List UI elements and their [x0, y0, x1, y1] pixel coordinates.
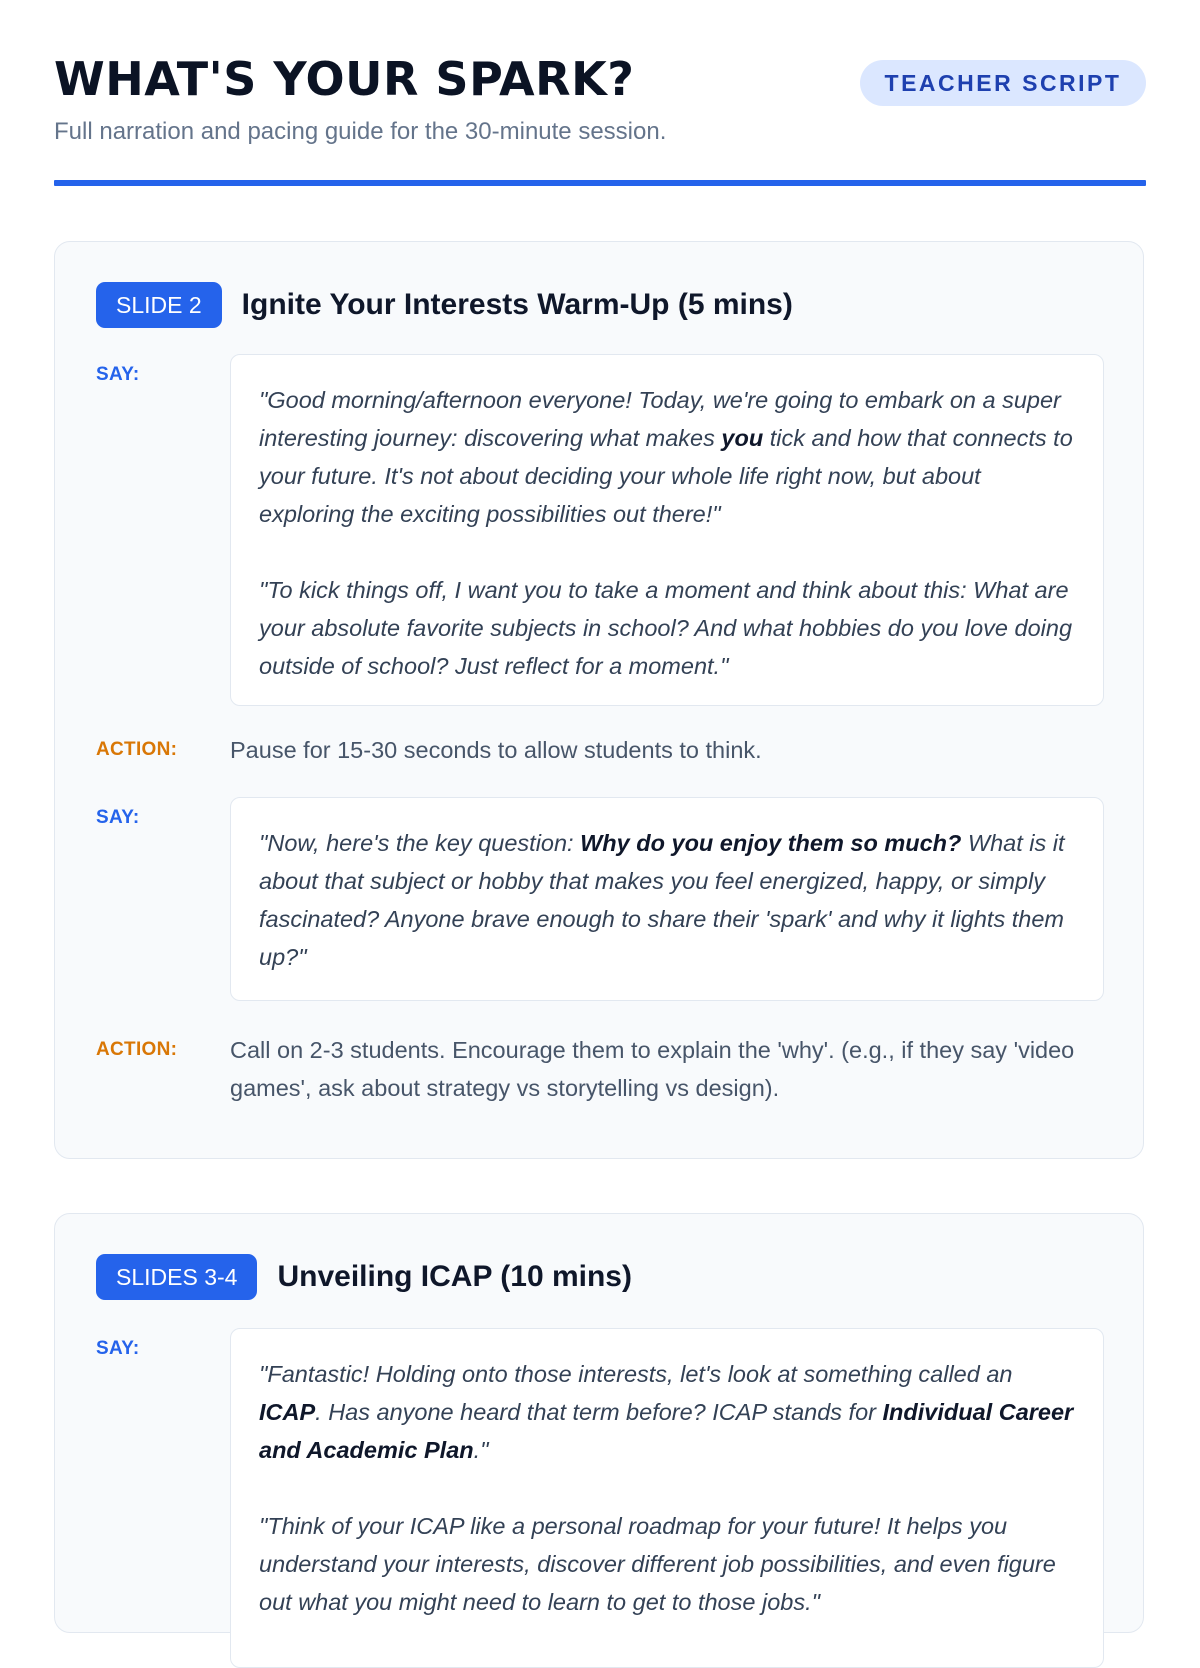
say-step	[96, 354, 1104, 706]
script-text: "Fantastic! Holding onto those interests, let's look at something called an	[259, 1361, 1013, 1387]
action-text: Pause for 15-30 seconds to allow students to think.	[230, 737, 762, 763]
page-subtitle: Full narration and pacing guide for the 30-minute session.	[54, 118, 667, 145]
section-card-slides-3-4	[54, 1213, 1144, 1633]
page-title: WHAT'S YOUR SPARK?	[54, 52, 635, 106]
say-step	[96, 797, 1104, 1001]
script-paragraph	[259, 1355, 1075, 1469]
script-text: "To kick things off, I want you to take a moment and think about this: What are your absolute favorite subjects in school? And what hobbies do you love doing outside of school? Just reflect for a moment."	[259, 577, 1073, 679]
action-step	[96, 731, 1104, 771]
say-step	[96, 1328, 1104, 1668]
say-script-box	[230, 1328, 1104, 1668]
say-script-box	[230, 797, 1104, 1001]
script-paragraph	[259, 1507, 1075, 1621]
script-paragraph	[259, 381, 1075, 533]
script-text: "Think of your ICAP like a personal roadmap for your future! It helps you understand your interests, discover different job possibilities, and even figure out what you might need to learn to get to those jobs."	[259, 1513, 1056, 1615]
action-text: Call on 2-3 students. Encourage them to explain the 'why'. (e.g., if they say 'video games', ask about strategy vs storytelling vs design).	[230, 1037, 1075, 1101]
teacher-script-page	[54, 0, 1146, 1615]
script-text: What is it about that subject or hobby that makes you feel energized, happy, or simply fascinated? Anyone brave enough to share their 'spark' and why it lights them up?"	[259, 830, 1065, 970]
script-emphasis: Individual Career and Academic Plan	[259, 1399, 1074, 1463]
script-text: tick and how that connects to your future. It's not about deciding your whole life right now, but about exploring the exciting possibilities out there!"	[259, 425, 1073, 527]
section-title: Ignite Your Interests Warm-Up (5 mins)	[241, 288, 793, 321]
script-text: "Now, here's the key question:	[259, 830, 581, 856]
script-text: . Has anyone heard that term before? ICAP stands for	[315, 1399, 883, 1425]
say-label: SAY:	[96, 364, 140, 385]
action-label: ACTION:	[96, 1039, 178, 1060]
script-emphasis: ICAP	[259, 1399, 316, 1425]
script-emphasis: you	[721, 425, 764, 451]
header-divider	[54, 180, 1146, 186]
say-script-box	[230, 354, 1104, 706]
script-text: ."	[473, 1437, 489, 1463]
script-paragraph	[259, 571, 1075, 685]
slide-tag: SLIDE 2	[96, 282, 222, 328]
slide-tag: SLIDES 3-4	[96, 1254, 257, 1300]
section-header	[96, 1254, 632, 1300]
section-header	[96, 282, 793, 328]
script-emphasis: Why do you enjoy them so much?	[580, 830, 962, 856]
say-label: SAY:	[96, 807, 140, 828]
section-card-slide-2	[54, 241, 1144, 1159]
script-paragraph	[259, 824, 1075, 976]
section-title: Unveiling ICAP (10 mins)	[277, 1260, 632, 1293]
script-text: "Good morning/afternoon everyone! Today, we're going to embark on a super interesting journey: discovering what makes	[259, 387, 1061, 451]
say-label: SAY:	[96, 1338, 140, 1359]
action-step	[96, 1031, 1104, 1111]
action-label: ACTION:	[96, 739, 178, 760]
page-header	[54, 0, 1146, 185]
teacher-script-badge: TEACHER SCRIPT	[860, 60, 1146, 106]
